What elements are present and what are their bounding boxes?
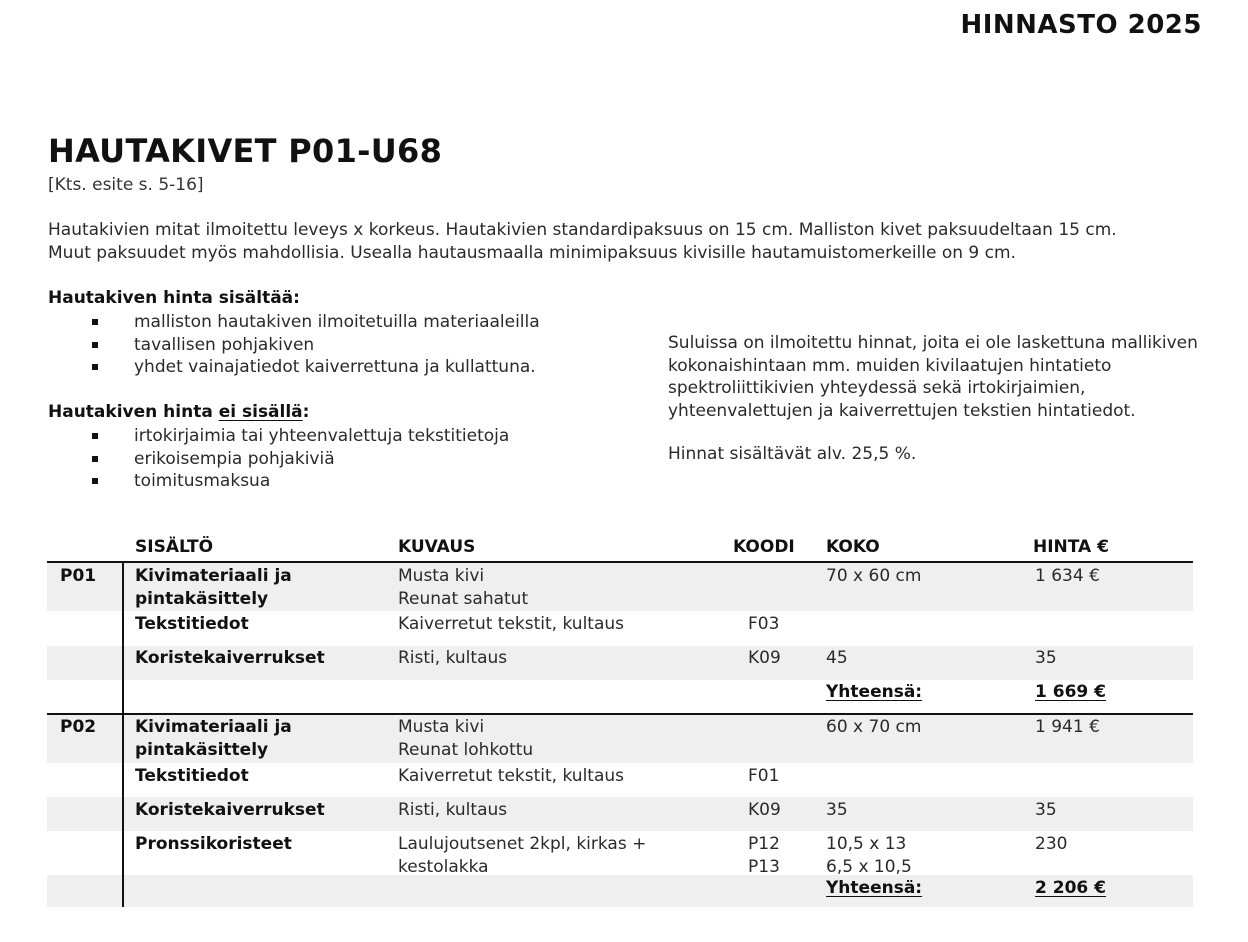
size-cell: 60 x 70 cm: [826, 717, 922, 737]
code-cell: F03: [748, 614, 780, 634]
code-cell: K09: [748, 648, 781, 668]
includes-list: [48, 311, 540, 379]
total-value: 1 669 €: [1035, 682, 1106, 702]
content-line: Kivimateriaali ja: [135, 566, 292, 586]
content-line: Kivimateriaali ja: [135, 717, 292, 737]
note-line: yhteenvalettujen ja kaiverrettujen tekstien hintatiedot.: [668, 400, 1136, 421]
excludes-heading-pre: Hautakiven hinta: [48, 402, 219, 422]
list-item: tavallisen pohjakiven: [48, 334, 540, 357]
description-line: Laulujoutsenet 2kpl, kirkas +: [398, 834, 647, 854]
table-rule: [47, 561, 1193, 563]
price-cell: 35: [1035, 648, 1057, 668]
size-line: 10,5 x 13: [826, 834, 907, 854]
col-header-size: KOKO: [826, 537, 880, 557]
excludes-list: [48, 425, 509, 493]
col-header-price: HINTA €: [1033, 537, 1109, 557]
description-line: Reunat sahatut: [398, 589, 529, 609]
brochure-reference: [Kts. esite s. 5-16]: [48, 175, 204, 195]
description-cell: Risti, kultaus: [398, 648, 508, 668]
content-cell: [135, 565, 292, 611]
excludes-heading-post: :: [302, 402, 310, 422]
description-cell: [398, 833, 646, 879]
list-item: erikoisempia pohjakiviä: [48, 448, 509, 471]
list-item: malliston hautakiven ilmoitetuilla materiaaleilla: [48, 311, 540, 334]
intro-line: Hautakivien mitat ilmoitettu leveys x korkeus. Hautakivien standardipaksuus on 15 cm. Malliston kivet paksuudeltaan 15 cm.: [48, 220, 1117, 240]
includes-section: [48, 288, 540, 379]
code-line: P12: [748, 834, 780, 854]
size-line: 6,5 x 10,5: [826, 857, 912, 877]
price-note: [668, 332, 1198, 422]
model-code: P02: [60, 717, 97, 737]
description-line: Musta kivi: [398, 566, 485, 586]
excludes-heading-emphasis: ei sisällä: [218, 402, 303, 422]
code-cell: [748, 833, 780, 879]
content-cell: Koristekaiverrukset: [135, 800, 325, 820]
code-cell: F01: [748, 766, 780, 786]
total-value: 2 206 €: [1035, 878, 1106, 898]
content-cell: Pronssikoristeet: [135, 834, 292, 854]
content-line: pintakäsittely: [135, 740, 269, 760]
description-line: kestolakka: [398, 857, 489, 877]
vat-note: Hinnat sisältävät alv. 25,5 %.: [668, 444, 917, 464]
size-cell: [826, 833, 912, 879]
description-cell: Kaiverretut tekstit, kultaus: [398, 614, 625, 634]
description-line: Musta kivi: [398, 717, 485, 737]
page-title: HAUTAKIVET P01-U68: [48, 132, 443, 170]
size-cell: 45: [826, 648, 848, 668]
column-divider: [122, 563, 124, 907]
includes-heading: Hautakiven hinta sisältää:: [48, 288, 300, 308]
price-cell: 35: [1035, 800, 1057, 820]
content-line: pintakäsittely: [135, 589, 269, 609]
price-cell: 230: [1035, 834, 1068, 854]
price-cell: 1 941 €: [1035, 717, 1100, 737]
size-cell: 70 x 60 cm: [826, 566, 922, 586]
description-cell: [398, 716, 533, 762]
total-label: Yhteensä:: [826, 878, 923, 898]
description-line: Reunat lohkottu: [398, 740, 534, 760]
content-cell: Tekstitiedot: [135, 614, 249, 634]
content-cell: Tekstitiedot: [135, 766, 249, 786]
description-cell: Risti, kultaus: [398, 800, 508, 820]
content-cell: [135, 716, 292, 762]
total-label: Yhteensä:: [826, 682, 923, 702]
col-header-description: KUVAUS: [398, 537, 476, 557]
note-line: Suluissa on ilmoitettu hinnat, joita ei ole laskettuna mallikiven: [668, 333, 1198, 353]
excludes-section: [48, 402, 509, 493]
price-list-year: HINNASTO 2025: [960, 10, 1202, 40]
model-code: P01: [60, 566, 97, 586]
intro-line: Muut paksuudet myös mahdollisia. Usealla hautausmaalla minimipaksuus kivisille hautamuistomerkeille on 9 cm.: [48, 243, 1016, 263]
col-header-code: KOODI: [733, 537, 795, 557]
code-cell: K09: [748, 800, 781, 820]
row-band: [47, 875, 1193, 907]
list-item: irtokirjaimia tai yhteenvalettuja tekstitietoja: [48, 425, 509, 448]
intro-paragraph: [48, 219, 1117, 265]
list-item: toimitusmaksua: [48, 470, 509, 493]
price-cell: 1 634 €: [1035, 566, 1100, 586]
col-header-content: SISÄLTÖ: [135, 537, 214, 557]
excludes-heading: [48, 402, 509, 422]
description-cell: Kaiverretut tekstit, kultaus: [398, 766, 625, 786]
description-cell: [398, 565, 528, 611]
note-line: spektroliittikivien yhteydessä sekä irtokirjaimien,: [668, 378, 1086, 398]
list-item: yhdet vainajatiedot kaiverrettuna ja kullattuna.: [48, 356, 540, 379]
note-line: kokonaishintaan mm. muiden kivilaatujen hintatieto: [668, 355, 1112, 376]
size-cell: 35: [826, 800, 848, 820]
content-cell: Koristekaiverrukset: [135, 648, 325, 668]
code-line: P13: [748, 857, 780, 877]
table-rule: [47, 713, 1193, 715]
